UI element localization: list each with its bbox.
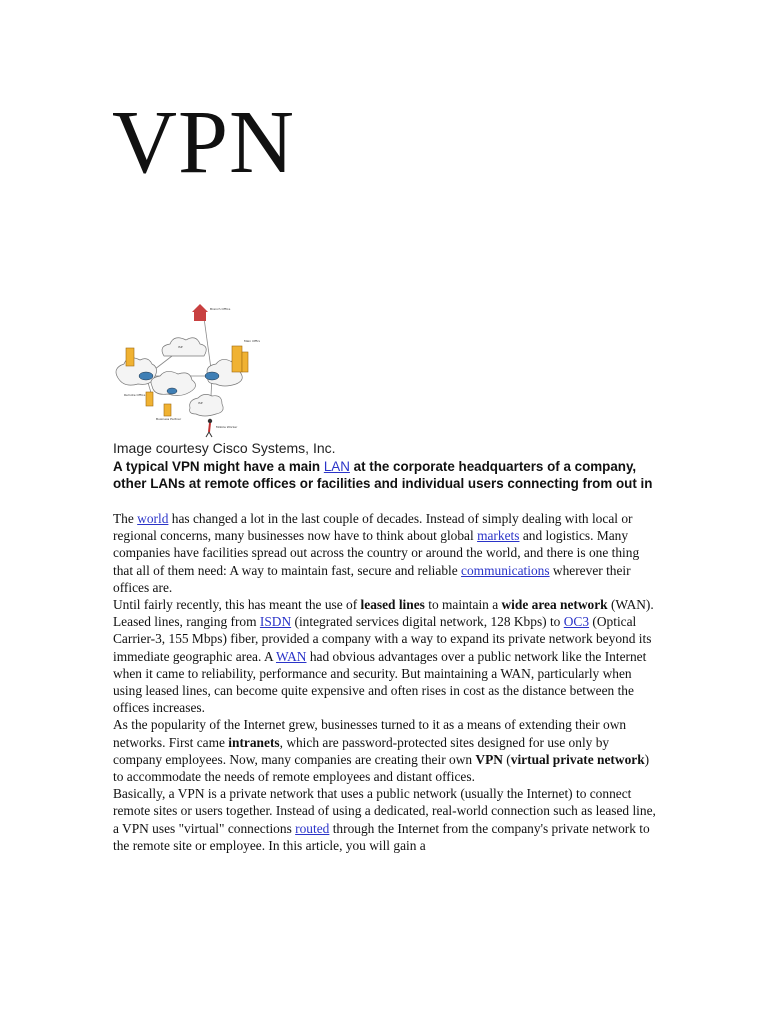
text-span: (Optical Carrier-3, 155 Mbps) fiber, provided a company with a way to expand its private network beyond its immediate geographic area. A [113,614,652,664]
text-span: to maintain a [424,597,502,613]
text-span: The [113,511,138,526]
text-span: , which are password-protected sites designed for use only by company employees. Now, many companies are creating their own [113,734,610,767]
communications-link[interactable]: communications [461,562,550,578]
bold-term: VPN [475,751,503,767]
cloud-shapes [116,338,242,416]
bold-term: virtual private network [510,751,645,767]
text-span: As the popularity of the Internet grew, businesses turned to it as a means of extending their own networks. First came [113,717,627,750]
text-span: wherever their offices are. [113,562,631,595]
text-span: has changed a lot in the last couple of decades. Instead of simply dealing with local or regional concerns, many businesses now have to think about global [113,511,633,544]
bold-term: leased lines [360,597,425,613]
routed-link[interactable]: routed [295,820,330,836]
network-diagram-svg [112,296,260,438]
vpn-network-diagram [112,296,260,438]
diagram-label: Main Office [244,339,260,343]
image-caption: Image courtesy Cisco Systems, Inc. [113,440,336,456]
text-span: Basically, a VPN is a private network that uses a public network (usually the Internet) to connect remote sites or users together. Instead of using a dedicated, real-world connection such as leased line, a VPN uses "virtual" connections [113,786,656,836]
paragraph-2 [113,596,658,716]
document-title: VPN [112,93,296,192]
diagram-label: Branch Office [210,307,231,311]
paragraph-3 [113,716,658,785]
text-span: (WAN). Leased lines, ranging from [113,597,654,630]
diagram-label: ISP [178,345,183,349]
figure-subheading [113,459,653,492]
lan-link[interactable]: LAN [323,459,350,474]
text-span: through the Internet from the company's private network to the remote site or employee. In this article, you will gain a [113,820,650,853]
subhead-text: A typical VPN might have a main [113,459,324,474]
bold-term: intranets [228,734,280,750]
text-span: and logistics. Many companies have facilities spread out across the country or around the world, and there is one thing that all of them need: A way to maintain fast, secure and reliable [113,528,640,578]
paragraph-4 [113,785,658,854]
diagram-label: Remote Office [124,393,146,397]
bold-term: wide area network [501,597,608,613]
article-body [113,510,658,854]
mobile-user-icon [206,419,212,437]
diagram-label: Business Partner [156,417,182,421]
oc3-link[interactable]: OC3 [563,614,590,630]
text-span: had obvious advantages over a public network like the Internet when it came to reliability, performance and security. But maintaining a WAN, particularly when using leased lines, can become quite expensive and often rises in cost as the distance between the offices increases. [113,648,647,716]
diagram-label: ISP [198,401,203,405]
cloud-top [162,338,206,356]
paragraph-1 [113,510,658,596]
markets-link[interactable]: markets [477,528,520,544]
isdn-link[interactable]: ISDN [259,614,292,630]
diagram-label: Mobile Worker [216,425,238,429]
text-span: Until fairly recently, this has meant the use of [113,597,361,613]
subhead-text: at the corporate headquarters of a company, other LANs at remote offices or facilities and individual users connecting from out in [113,459,653,491]
cloud-bottom [190,394,224,416]
text-span: ) to accommodate the needs of remote employees and distant offices. [113,751,650,785]
wan-link[interactable]: WAN [275,648,307,664]
cloud-left [116,358,157,385]
world-link[interactable]: world [137,511,169,526]
text-span: (integrated services digital network, 128 Kbps) to [291,614,564,630]
text-span: ( [502,751,511,767]
house-icon [192,304,208,321]
